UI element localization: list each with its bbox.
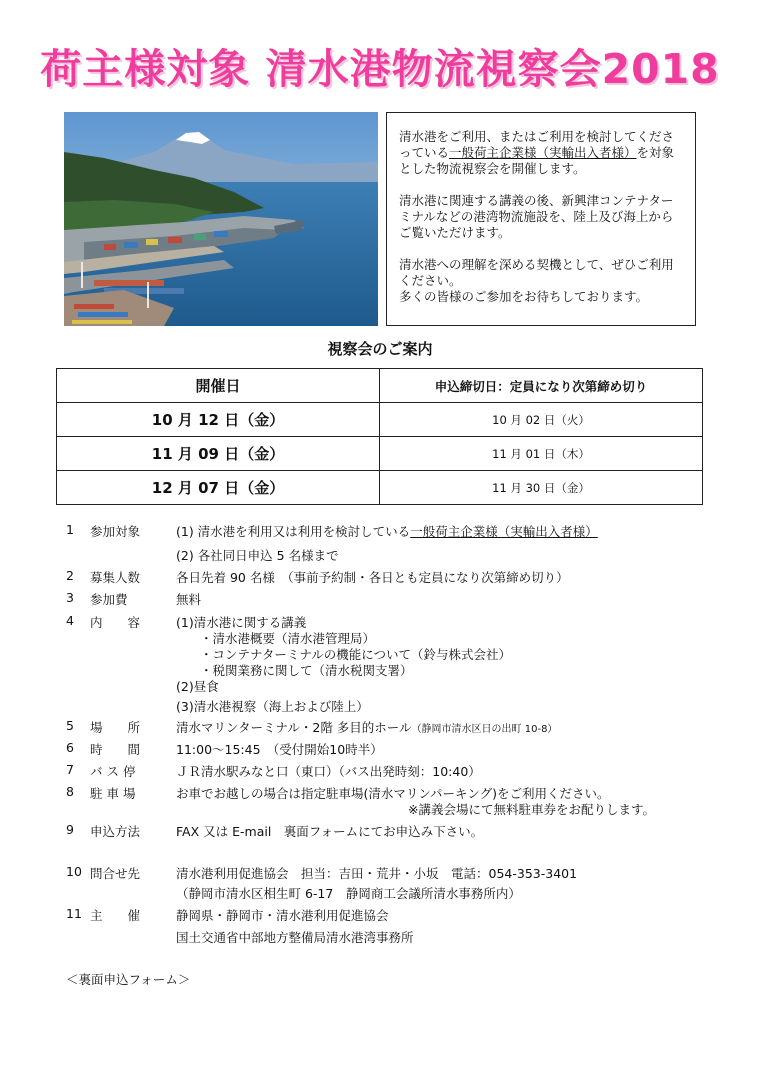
item-value: FAX 又は E-mail 裏面フォームにてお申込み下さい。 [176,824,484,839]
header-deadline: 申込締切日：定員になり次第締め切り [380,369,703,403]
intro-paragraph-2: 清水港に関連する講義の後、新興津コンテナターミナルなどの港湾物流施設を、陸上及び海上からご覧いただけます。 [399,193,674,240]
item-value: 清水港利用促進協会 担当：吉田・荒井・小坂 電話：054-353-3401 [176,866,578,881]
item-number: 8 [66,784,74,799]
item-number: 4 [66,613,74,628]
item-label: 募集人数 [90,570,141,585]
item-value: ・コンテナターミナルの機能について（鈴与株式会社） [200,647,512,662]
deadline-date: 11 月 30 日（金） [380,471,703,505]
item-number: 6 [66,740,74,755]
item-value: 静岡県・静岡市・清水港利用促進協会 [176,908,389,923]
item-label: バ ス 停 [90,764,136,779]
intro-paragraph-1 [399,129,683,177]
item-value: 11:00～15:45 （受付開始10時半） [176,742,383,757]
table-row [57,471,703,505]
item-value: (2) 各社同日申込 5 名様まで [176,548,339,563]
item-value-text: 清水マリンターミナル・2階 多目的ホール [176,720,412,735]
header-date: 開催日 [57,369,380,403]
item-value: ＪＲ清水駅みなと口（東口）（バス出発時刻：10:40） [176,764,481,779]
item-value: ・清水港概要（清水港管理局） [200,631,376,646]
item-value: お車でお越しの場合は指定駐車場(清水マリンパーキング)をご利用ください。 [176,786,610,801]
item-number: 2 [66,568,74,583]
event-date: 12 月 07 日（金） [57,471,380,505]
port-photo [64,112,378,326]
item-label: 参加対象 [90,524,141,539]
table-row [57,437,703,471]
item-value: (3)清水港視察（海上および陸上） [176,699,369,714]
item-number: 1 [66,522,74,537]
schedule-header-row [57,369,703,403]
event-date: 11 月 09 日（金） [57,437,380,471]
item-value: 無料 [176,592,202,607]
back-form-note: ＜裏面申込フォーム＞ [66,972,191,987]
page-title: 荷主様対象 清水港物流視察会2018 [40,45,720,93]
item-label: 参加費 [90,592,128,607]
event-date: 10 月 12 日（金） [57,403,380,437]
item-number: 11 [66,906,82,921]
item-value: (2)昼食 [176,679,219,694]
intro-text: を対象とした物流視察会を開催します。 [399,145,675,176]
item-value-text: (1) 清水港を利用又は利用を検討している [176,524,411,539]
item-value [176,522,598,540]
item-number: 3 [66,590,74,605]
item-value: 国土交通省中部地方整備局清水港湾事務所 [176,930,414,945]
intro-box [386,112,696,326]
intro-paragraph-3: 清水港への理解を深める契機として、ぜひご利用ください。 [399,257,674,288]
item-label: 問合せ先 [90,866,141,881]
item-value: (1)清水港に関する講義 [176,615,307,630]
section-title: 視察会のご案内 [327,340,433,358]
item-value: （静岡市清水区相生町 6-17 静岡商工会議所清水事務所内） [176,886,521,901]
item-label: 内 容 [90,615,141,630]
item-number: 7 [66,762,74,777]
item-value-address: （静岡市清水区日の出町 10-8） [411,724,558,735]
table-row [57,403,703,437]
deadline-date: 10 月 02 日（火） [380,403,703,437]
item-label: 場 所 [90,720,141,735]
port-photo-image [64,112,378,326]
intro-target-emphasis: 一般荷主企業様（実輸出入者様） [449,145,637,160]
item-label: 時 間 [90,742,141,757]
schedule-table [56,368,703,505]
item-value [176,718,557,736]
item-number: 10 [66,864,82,879]
intro-text: 清水港をご利用、またはご利用を検討してくださっている [399,129,675,160]
item-label: 駐 車 場 [90,786,136,801]
item-value: ・税関業務に関して（清水税関支署） [200,663,413,678]
deadline-date: 11 月 01 日（木） [380,437,703,471]
item-value: 各日先着 90 名様 （事前予約制・各日とも定員になり次第締め切り） [176,570,569,585]
item-number: 9 [66,822,74,837]
intro-paragraph-4: 多くの皆様のご参加をお待ちしております。 [399,289,649,304]
item-value-emphasis: 一般荷主企業様（実輸出入者様） [410,524,598,539]
item-note: ※講義会場にて無料駐車券をお配りします。 [408,802,655,817]
item-number: 5 [66,718,74,733]
item-label: 主 催 [90,908,141,923]
item-label: 申込方法 [90,824,141,839]
